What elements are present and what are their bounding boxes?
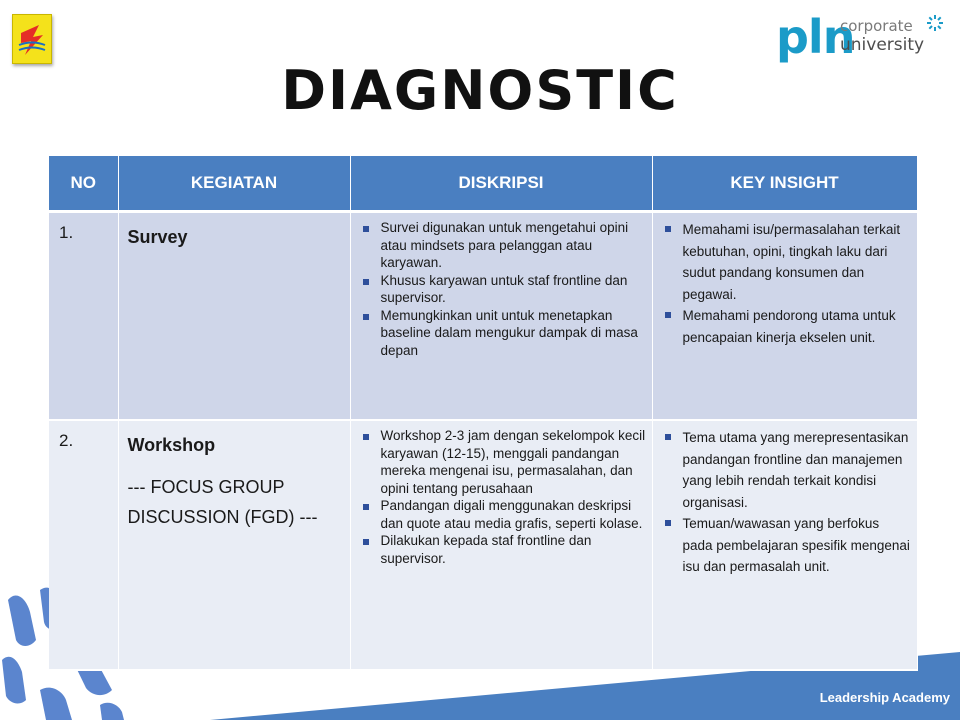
list-item: Pandangan digali menggunakan deskripsi dan quote atau media grafis, seperti kolase. xyxy=(361,497,646,532)
cell-key-insight xyxy=(652,212,917,421)
logo-university-text: university xyxy=(840,35,925,55)
list-item: Tema utama yang merepresentasikan pandangan frontline dan manajemen yang lebih rendah terkait kondisi organisasi. xyxy=(663,427,911,513)
cell-no: 1. xyxy=(49,212,118,421)
list-item: Memahami isu/permasalahan terkait kebutuhan, opini, tingkah laku dari sudut pandang konsumen dan pegawai. xyxy=(663,219,911,305)
list-item: Memahami pendorong utama untuk pencapaian kinerja ekselen unit. xyxy=(663,305,911,348)
diskripsi-list xyxy=(361,219,646,359)
insight-list xyxy=(663,427,911,578)
list-item: Temuan/wawasan yang berfokus pada pembelajaran spesifik mengenai isu dan permasalah unit. xyxy=(663,513,911,578)
page-title: DIAGNOSTIC xyxy=(281,59,679,122)
logo-corporate-text: corporate xyxy=(840,17,913,35)
gear-icon xyxy=(926,14,944,32)
logo-pln-text: pln xyxy=(776,10,855,64)
diagnostic-table xyxy=(49,156,918,671)
list-item: Workshop 2-3 jam dengan sekelompok kecil karyawan (12-15), menggali pandangan mereka mengenai isu, permasalahan, dan opini tentang perusahaan xyxy=(361,427,646,497)
table-row xyxy=(49,420,917,670)
cell-no: 2. xyxy=(49,420,118,670)
cell-kegiatan xyxy=(118,212,350,421)
list-item: Khusus karyawan untuk staf frontline dan supervisor. xyxy=(361,272,646,307)
header-key-insight: KEY INSIGHT xyxy=(652,156,917,212)
header-kegiatan: KEGIATAN xyxy=(118,156,350,212)
list-item: Dilakukan kepada staf frontline dan supervisor. xyxy=(361,532,646,567)
diskripsi-list xyxy=(361,427,646,567)
kegiatan-title: Survey xyxy=(127,227,188,247)
cell-diskripsi xyxy=(350,420,652,670)
table-header-row xyxy=(49,156,917,212)
kegiatan-subtitle: --- FOCUS GROUP DISCUSSION (FGD) --- xyxy=(127,477,318,527)
header-no: NO xyxy=(49,156,118,212)
cell-key-insight xyxy=(652,420,917,670)
list-item: Survei digunakan untuk mengetahui opini atau mindsets para pelanggan atau karyawan. xyxy=(361,219,646,272)
pln-logo xyxy=(12,14,52,64)
kegiatan-title: Workshop xyxy=(127,435,216,455)
table-row xyxy=(49,212,917,421)
list-item: Memungkinkan unit untuk menetapkan baseline dalam mengukur dampak di masa depan xyxy=(361,307,646,360)
header-diskripsi: DISKRIPSI xyxy=(350,156,652,212)
insight-list xyxy=(663,219,911,348)
cell-diskripsi xyxy=(350,212,652,421)
footer-label: Leadership Academy xyxy=(819,690,950,705)
cell-kegiatan xyxy=(118,420,350,670)
